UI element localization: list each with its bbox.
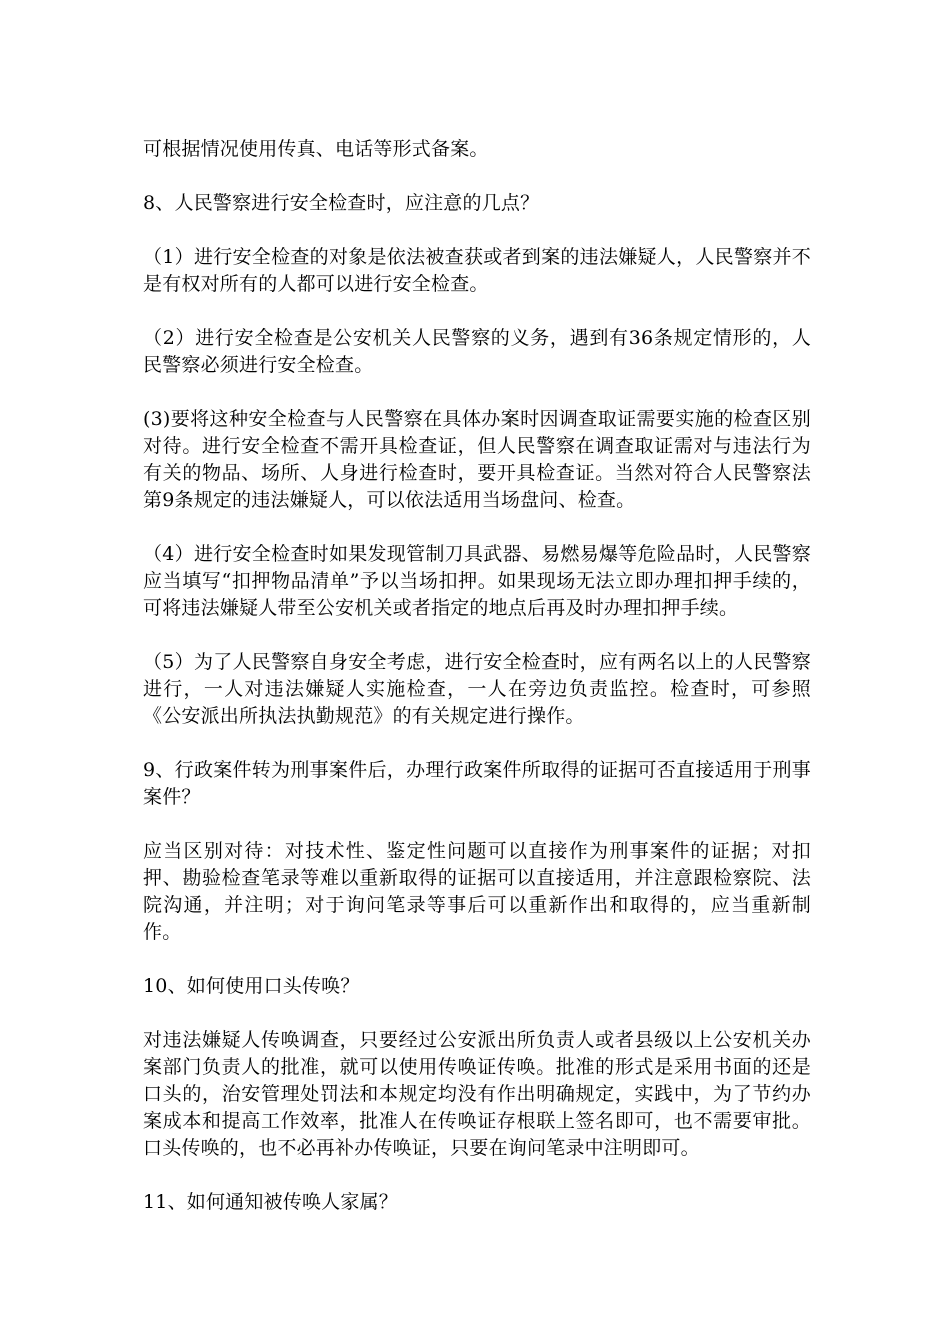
paragraph-8-point-1: （1）进行安全检查的对象是依法被查获或者到案的违法嫌疑人，人民警察并不是有权对所有的人都可以进行安全检查。 [143, 246, 811, 295]
question-8-heading: 8、人民警察进行安全检查时，应注意的几点？ [143, 192, 540, 214]
paragraph-8-point-5: （5）为了人民警察自身安全考虑，进行安全检查时，应有两名以上的人民警察进行，一人对违法嫌疑人实施检查，一人在旁边负责监控。检查时，可参照《公安派出所执法执勤规范》的有关规定进行操作。 [143, 651, 811, 727]
answer-10-paragraph: 对违法嫌疑人传唤调查，只要经过公安派出所负责人或者县级以上公安机关办案部门负责人的批准，就可以使用传唤证传唤。批准的形式是采用书面的还是口头的，治安管理处罚法和本规定均没有作出明确规定，实践中，为了节约办案成本和提高工作效率，批准人在传唤证存根联上签名即可，也不需要审批。口头传唤的，也不必再补办传唤证，只要在询问笔录中注明即可。 [143, 1029, 811, 1159]
paragraph-fax-phone-filing: 可根据情况使用传真、电话等形式备案。 [143, 138, 489, 160]
paragraph-8-point-3: (3)要将这种安全检查与人民警察在具体办案时因调查取证需要实施的检查区别对待。进行安全检查不需开具检查证，但人民警察在调查取证需对与违法行为有关的物品、场所、人身进行检查时，要开具检查证。当然对符合人民警察法第9条规定的违法嫌疑人，可以依法适用当场盘问、检查。 [143, 408, 811, 511]
answer-9-paragraph: 应当区别对待：对技术性、鉴定性问题可以直接作为刑事案件的证据；对扣押、勘验检查笔录等难以重新取得的证据可以直接适用，并注意跟检察院、法院沟通，并注明；对于询问笔录等事后可以重新作出和取得的，应当重新制作。 [143, 840, 811, 943]
document-body [143, 136, 811, 1243]
question-11-heading: 11、如何通知被传唤人家属？ [143, 1191, 398, 1213]
paragraph-8-point-4: （4）进行安全检查时如果发现管制刀具武器、易燃易爆等危险品时，人民警察应当填写“扣押物品清单”予以当场扣押。如果现场无法立即办理扣押手续的，可将违法嫌疑人带至公安机关或者指定的地点后再及时办理扣押手续。 [143, 543, 811, 619]
question-9-heading: 9、行政案件转为刑事案件后，办理行政案件所取得的证据可否直接适用于刑事案件？ [143, 759, 811, 808]
question-10-heading: 10、如何使用口头传唤？ [143, 975, 360, 997]
paragraph-8-point-2: （2）进行安全检查是公安机关人民警察的义务，遇到有36条规定情形的，人民警察必须进行安全检查。 [143, 327, 811, 376]
